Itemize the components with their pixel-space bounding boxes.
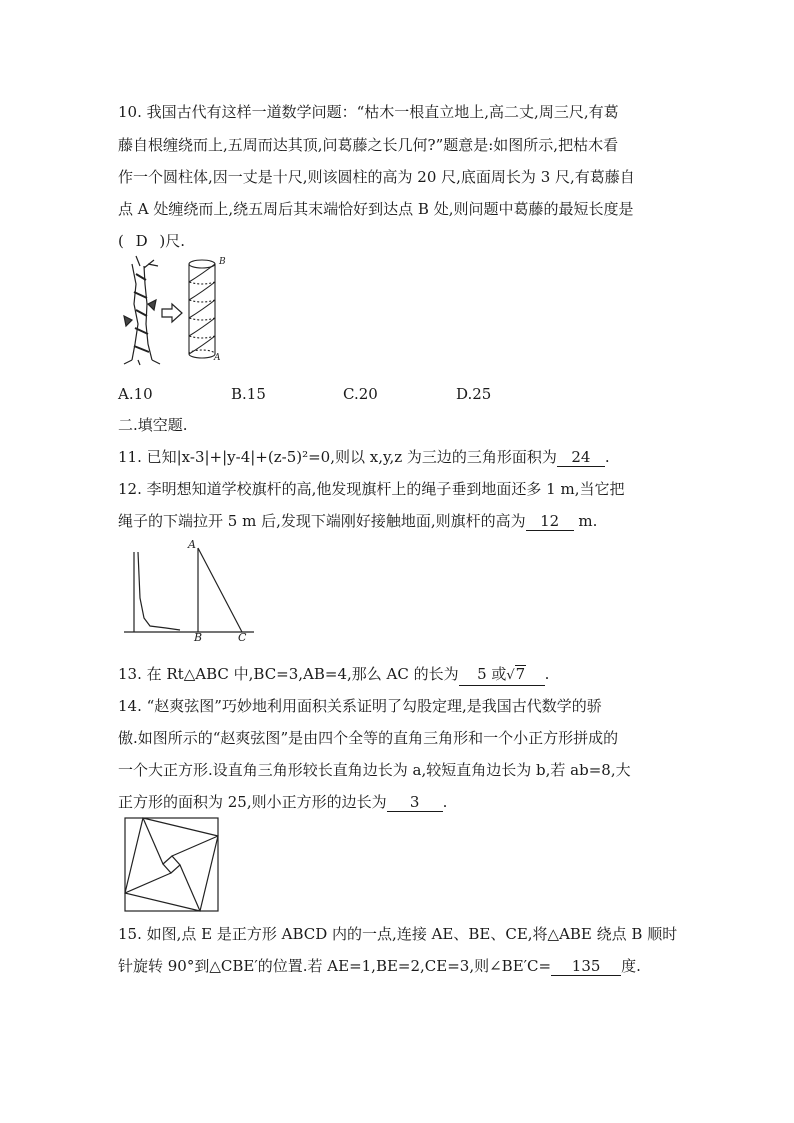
q10-option-d: D.25 xyxy=(456,385,492,403)
q10-option-a: A.10 xyxy=(118,385,153,403)
q13-text: 13. 在 Rt△ABC 中,BC=3,AB=4,那么 AC 的长为 xyxy=(118,665,459,683)
triangle-edge-4 xyxy=(125,873,171,893)
q14-line-3: 一个大正方形.设直角三角形较长直角边长为 a,较短直角边长为 b,若 ab=8,大 xyxy=(118,761,631,779)
triangle-edge-2 xyxy=(172,836,218,856)
small-square xyxy=(163,856,180,873)
q10-paren-close: )尺. xyxy=(159,232,186,250)
q12-line-1: 12. 李明想知道学校旗杆的高,他发现旗杆上的绳子垂到地面还多 1 m,当它把 xyxy=(118,480,625,498)
outer-square xyxy=(125,818,218,911)
flagpole-figure xyxy=(122,538,258,642)
cylinder-drawing xyxy=(189,260,215,358)
triangle-edge-3 xyxy=(180,865,200,911)
q12-text: 绳子的下端拉开 5 m 后,发现下端刚好接触地面,则旗杆的高为 xyxy=(118,512,526,530)
q14-line-1: 14. “赵爽弦图”巧妙地利用面积关系证明了勾股定理,是我国古代数学的骄 xyxy=(118,697,602,715)
q10-line-5 xyxy=(118,231,185,251)
q11-text: 11. 已知|x-3|+|y-4|+(z-5)²=0,则以 x,y,z 为三边的三角形面积为 xyxy=(118,448,557,466)
q11-answer: 24 xyxy=(557,448,605,467)
q10-line-4: 点 A 处缠绕而上,绕五周后其末端恰好到达点 B 处,则问题中葛藤的最短长度是 xyxy=(118,200,634,218)
q13-answer-a: 5 或 xyxy=(477,665,507,683)
q14-tail: . xyxy=(442,793,448,811)
q15-line-1: 15. 如图,点 E 是正方形 ABCD 内的一点,连接 AE、BE、CE,将△ABE 绕点 B 顺时 xyxy=(118,925,678,943)
sqrt-icon: √ xyxy=(506,668,515,683)
q14-line-2: 傲.如图所示的“赵爽弦图”是由四个全等的直角三角形和一个小正方形拼成的 xyxy=(118,729,619,747)
q14-text: 正方形的面积为 25,则小正方形的边长为 xyxy=(118,793,387,811)
cylinder-label-a: A xyxy=(214,353,221,363)
q15-text: 针旋转 90°到△CBE′的位置.若 AE=1,BE=2,CE=3,则∠BE′C= xyxy=(118,957,552,975)
q10-option-c: C.20 xyxy=(343,385,378,403)
q10-answer: D xyxy=(135,232,148,250)
q12-line-2 xyxy=(118,511,597,531)
tree-cylinder-figure xyxy=(118,254,238,366)
inner-hypotenuse-square xyxy=(125,818,218,911)
q12-answer: 12 xyxy=(526,512,574,531)
q13-answer xyxy=(459,665,545,686)
rope-ac xyxy=(198,548,242,632)
q10-line-1: 10. 我国古代有这样一道数学问题：“枯木一根直立地上,高二丈,周三尺,有葛 xyxy=(118,103,619,121)
q11-tail: . xyxy=(604,448,610,466)
zhao-shuang-diagram xyxy=(124,817,220,913)
tree-drawing xyxy=(124,256,160,365)
q15-line-2 xyxy=(118,956,641,976)
q10-line-3: 作一个圆柱体,因一丈是十尺,则该圆柱的高为 20 尺,底面周长为 3 尺,有葛藤自 xyxy=(118,168,635,186)
q10-line-2: 藤自根缠绕而上,五周而达其顶,问葛藤之长几何?”题意是:如图所示,把枯木看 xyxy=(118,136,619,154)
q13-answer-root: 7 xyxy=(515,665,526,683)
q15-tail: 度. xyxy=(621,957,641,975)
q13-line xyxy=(118,664,549,686)
q10-paren-open: ( xyxy=(118,232,124,250)
q14-answer: 3 xyxy=(387,793,443,812)
label-a: A xyxy=(188,538,196,551)
q10-option-b: B.15 xyxy=(231,385,266,403)
rope-drawing xyxy=(138,552,180,630)
cylinder-label-b: B xyxy=(219,257,226,267)
q14-line-4 xyxy=(118,792,447,812)
section-title: 二.填空题. xyxy=(118,416,188,434)
arrow-icon xyxy=(162,304,182,322)
label-b: B xyxy=(194,631,203,642)
q12-tail: m. xyxy=(573,512,598,530)
q15-answer: 135 xyxy=(551,957,621,976)
triangle-edge-1 xyxy=(143,818,163,864)
q13-tail: . xyxy=(544,665,550,683)
q11-line xyxy=(118,447,610,467)
label-c: C xyxy=(238,631,247,642)
